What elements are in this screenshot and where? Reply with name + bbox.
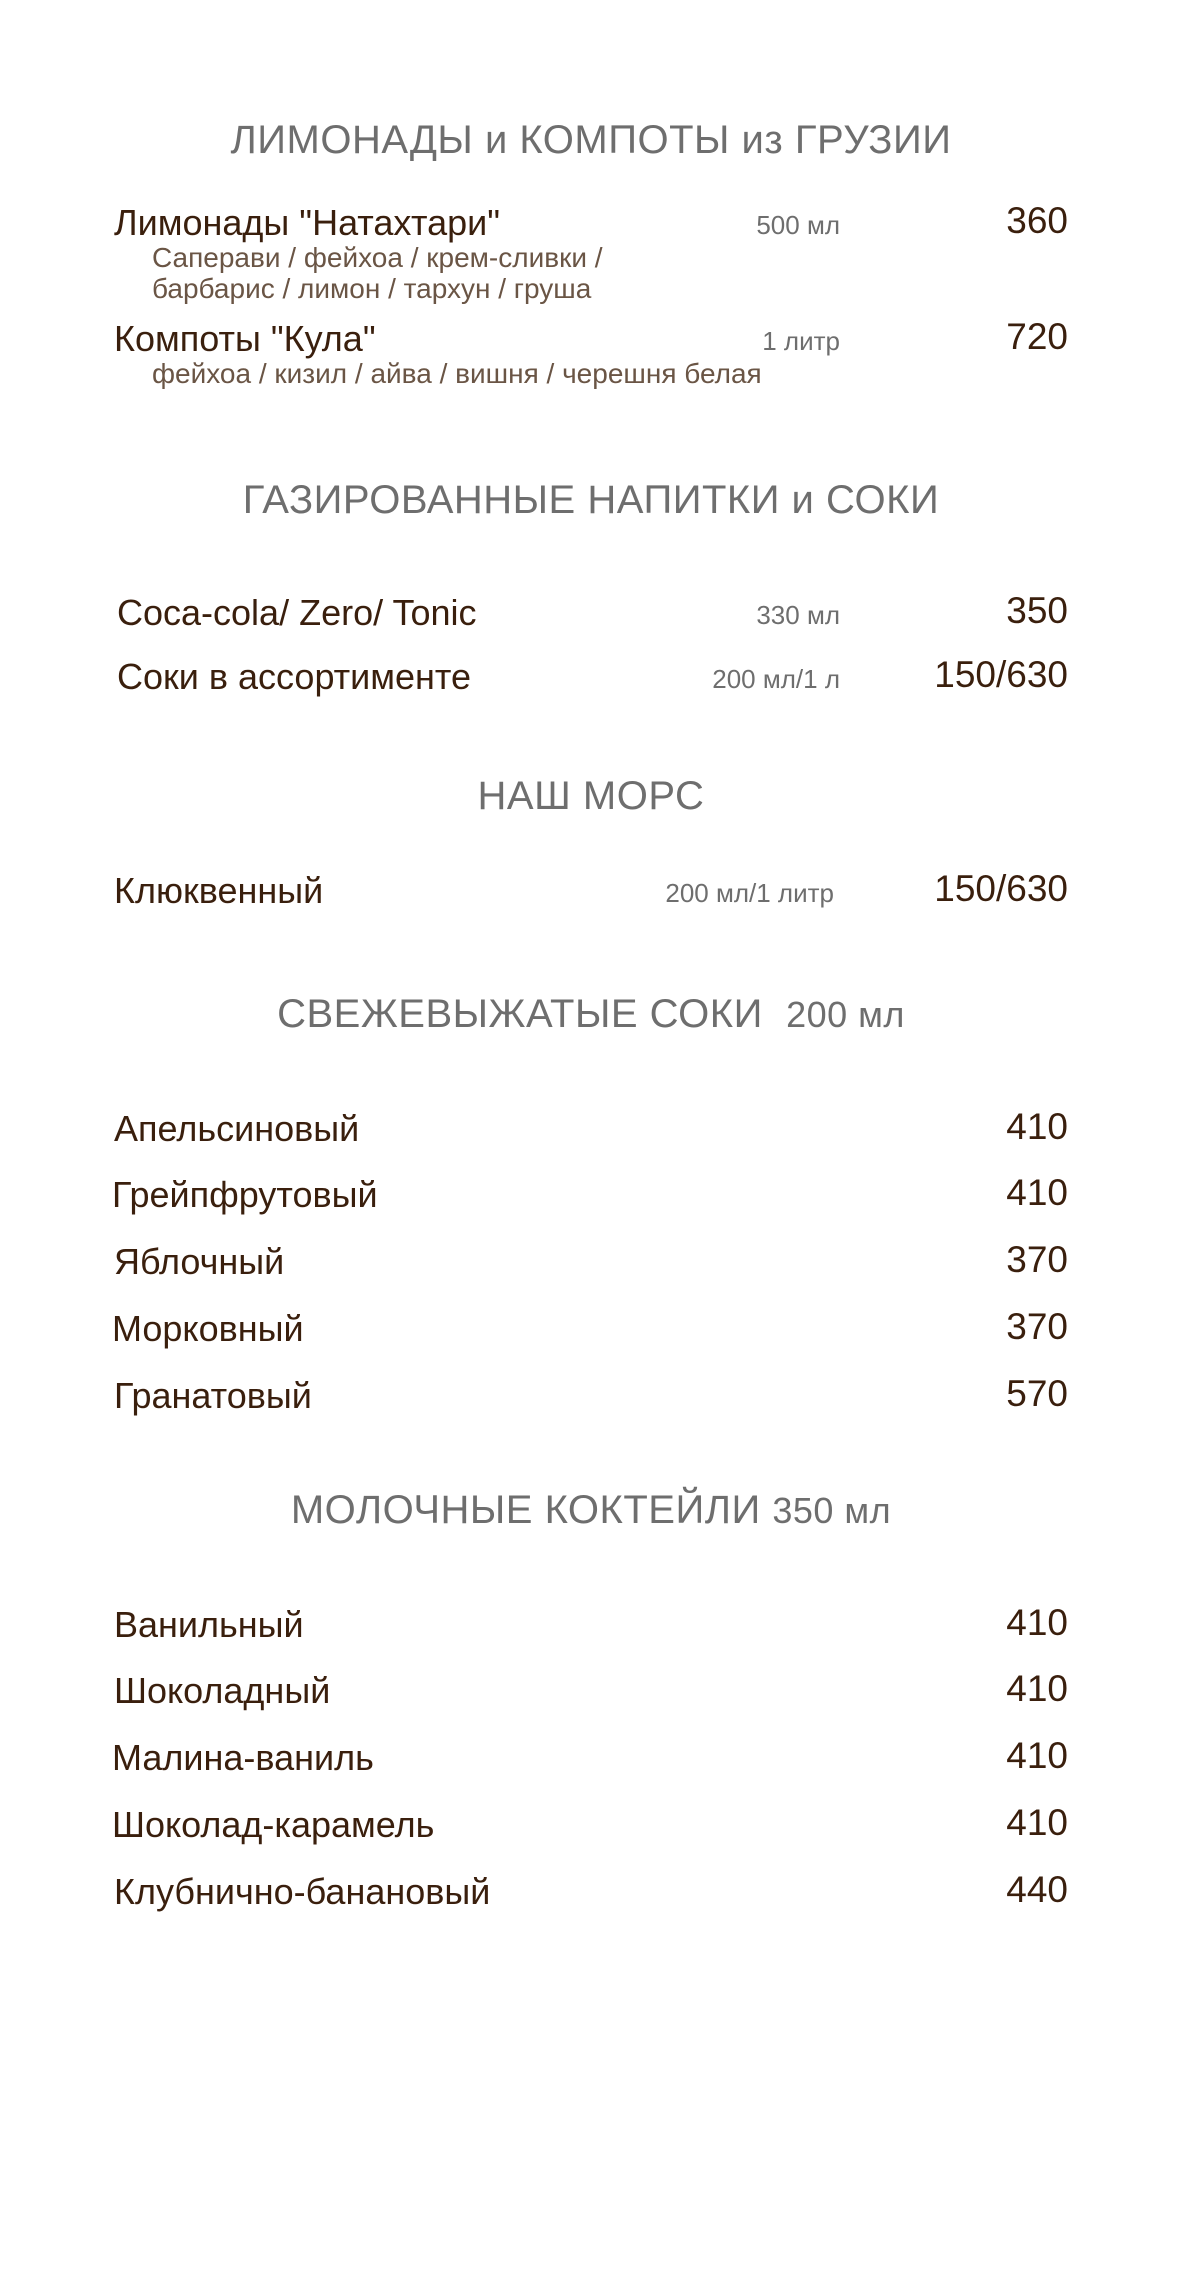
item-volume: 330 мл <box>756 600 840 630</box>
item-price: 570 <box>1006 1373 1068 1414</box>
menu-item-pomegranate <box>0 1375 1182 1419</box>
item-name: Coca-cola/ Zero/ Tonic <box>117 592 477 633</box>
menu-item-juices-assortment <box>0 656 1182 700</box>
item-description-line: Саперави / фейхоа / крем-сливки / <box>152 242 603 273</box>
menu-item-strawberry-banana <box>0 1871 1182 1915</box>
menu-item-raspberry-vanilla <box>0 1737 1182 1781</box>
item-name: Шоколадный <box>114 1670 331 1711</box>
item-name: Гранатовый <box>114 1375 312 1416</box>
section-title-soda-juices <box>0 478 1182 523</box>
menu-item-grapefruit <box>0 1174 1182 1218</box>
item-name: Апельсиновый <box>114 1108 360 1149</box>
menu-item-vanilla <box>0 1604 1182 1648</box>
item-price: 410 <box>1006 1172 1068 1213</box>
item-name: Компоты "Кула" <box>114 318 376 359</box>
menu-item-kula <box>0 318 1182 362</box>
item-price: 150/630 <box>934 654 1068 695</box>
section-title-milkshakes <box>0 1488 1182 1533</box>
menu-item-chocolate-caramel <box>0 1804 1182 1848</box>
item-price: 370 <box>1006 1306 1068 1347</box>
menu-item-coca-cola <box>0 592 1182 636</box>
item-volume: 200 мл/1 л <box>712 664 840 694</box>
item-name: Клубнично-банановый <box>114 1871 491 1912</box>
section-title-georgian-drinks <box>0 118 1182 163</box>
section-title-text: МОЛОЧНЫЕ КОКТЕЙЛИ <box>290 1488 761 1532</box>
item-volume: 500 мл <box>756 210 840 240</box>
menu-item-chocolate <box>0 1670 1182 1714</box>
item-price: 410 <box>1006 1602 1068 1643</box>
menu-item-cranberry <box>0 870 1182 914</box>
item-price: 360 <box>1006 200 1068 241</box>
section-title-mors <box>0 774 1182 819</box>
item-name: Морковный <box>112 1308 304 1349</box>
menu-item-natakhtari <box>0 202 1182 246</box>
item-price: 150/630 <box>934 868 1068 909</box>
item-description-line: фейхоа / кизил / айва / вишня / черешня белая <box>152 358 762 389</box>
section-title-unit: 200 мл <box>786 994 905 1035</box>
section-title-text: ЛИМОНАДЫ и КОМПОТЫ из ГРУЗИИ <box>230 118 952 162</box>
item-price: 410 <box>1006 1668 1068 1709</box>
section-title-text: НАШ МОРС <box>477 774 705 818</box>
item-name: Клюквенный <box>114 870 324 911</box>
item-price: 440 <box>1006 1869 1068 1910</box>
item-name: Соки в ассортименте <box>117 656 472 697</box>
item-name: Лимонады "Натахтари" <box>114 202 501 243</box>
item-price: 720 <box>1006 316 1068 357</box>
item-price: 410 <box>1006 1802 1068 1843</box>
item-price: 350 <box>1006 590 1068 631</box>
item-volume: 1 литр <box>762 326 840 356</box>
section-title-unit: 350 мл <box>772 1490 892 1531</box>
item-description-line: барбарис / лимон / тархун / груша <box>152 273 592 304</box>
section-title-text: ГАЗИРОВАННЫЕ НАПИТКИ и СОКИ <box>242 478 940 522</box>
section-title-text: СВЕЖЕВЫЖАТЫЕ СОКИ <box>277 992 763 1036</box>
menu-item-carrot <box>0 1308 1182 1352</box>
item-name: Ванильный <box>114 1604 304 1645</box>
item-price: 370 <box>1006 1239 1068 1280</box>
item-name: Малина-ваниль <box>112 1737 374 1778</box>
item-price: 410 <box>1006 1106 1068 1147</box>
item-name: Грейпфрутовый <box>112 1174 378 1215</box>
item-price: 410 <box>1006 1735 1068 1776</box>
item-name: Шоколад-карамель <box>112 1804 435 1845</box>
menu-item-orange <box>0 1108 1182 1152</box>
section-title-fresh-juices <box>0 992 1182 1037</box>
item-volume: 200 мл/1 литр <box>665 878 834 908</box>
item-name: Яблочный <box>114 1241 285 1282</box>
menu-item-apple <box>0 1241 1182 1285</box>
